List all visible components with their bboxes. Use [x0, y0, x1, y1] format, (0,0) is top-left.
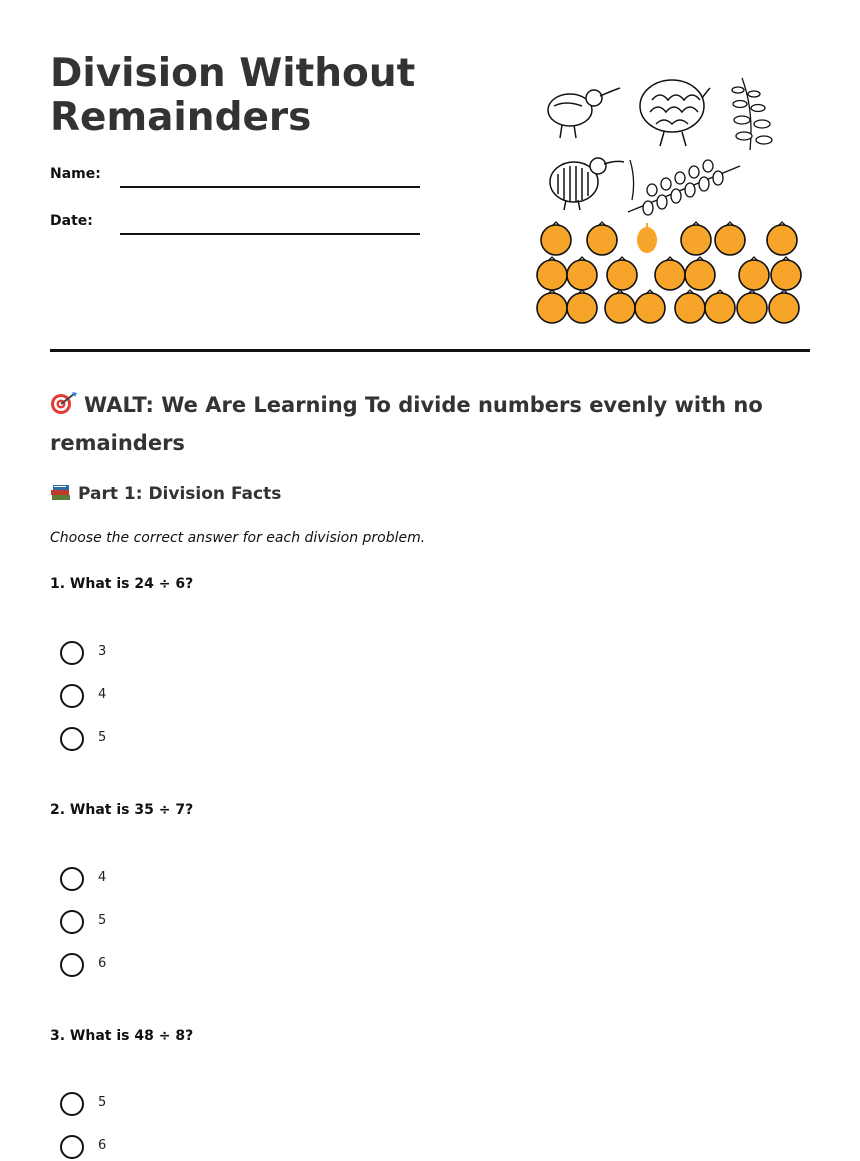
section-divider	[50, 349, 810, 352]
option-label: 3	[98, 644, 107, 659]
option-label: 6	[98, 1138, 107, 1153]
radio-button[interactable]	[60, 684, 84, 708]
date-field[interactable]	[50, 213, 430, 243]
walt-heading	[50, 386, 810, 462]
fern-icon	[732, 78, 772, 150]
option-label: 5	[98, 1095, 107, 1110]
kiwi-and-oranges-illustration	[532, 70, 812, 330]
option-label: 6	[98, 956, 107, 971]
option-label: 4	[98, 687, 107, 702]
radio-button[interactable]	[60, 910, 84, 934]
option-label: 4	[98, 870, 107, 885]
question-text: 3. What is 48 ÷ 8?	[50, 1028, 194, 1044]
fern-icon	[628, 160, 740, 215]
option-label: 5	[98, 730, 107, 745]
question-text: 1. What is 24 ÷ 6?	[50, 576, 194, 592]
kiwi-bird-icon	[550, 158, 624, 210]
books-icon	[50, 482, 72, 502]
date-line[interactable]	[120, 233, 420, 235]
name-field[interactable]	[50, 166, 430, 196]
instructions: Choose the correct answer for each division problem.	[50, 530, 426, 546]
question-2	[50, 802, 810, 982]
question-3	[50, 1028, 810, 1161]
radio-button[interactable]	[60, 1092, 84, 1116]
option-label: 5	[98, 913, 107, 928]
orange-fruit-icon	[537, 225, 801, 323]
part-1-heading	[50, 482, 281, 504]
page-title: Division Without Remainders	[50, 51, 416, 140]
part-1-title: Part 1: Division Facts	[78, 484, 282, 504]
name-label: Name:	[50, 166, 101, 182]
kiwi-bird-icon	[548, 88, 620, 138]
radio-button[interactable]	[60, 867, 84, 891]
radio-button[interactable]	[60, 727, 84, 751]
radio-button[interactable]	[60, 953, 84, 977]
radio-button[interactable]	[60, 1135, 84, 1159]
radio-button[interactable]	[60, 641, 84, 665]
question-text: 2. What is 35 ÷ 7?	[50, 802, 194, 818]
walt-text: WALT: We Are Learning To divide numbers evenly with no remainders	[50, 393, 763, 455]
question-1	[50, 576, 810, 756]
target-icon	[50, 391, 78, 415]
kiwi-bird-icon	[640, 80, 710, 146]
date-label: Date:	[50, 213, 93, 229]
name-line[interactable]	[120, 186, 420, 188]
